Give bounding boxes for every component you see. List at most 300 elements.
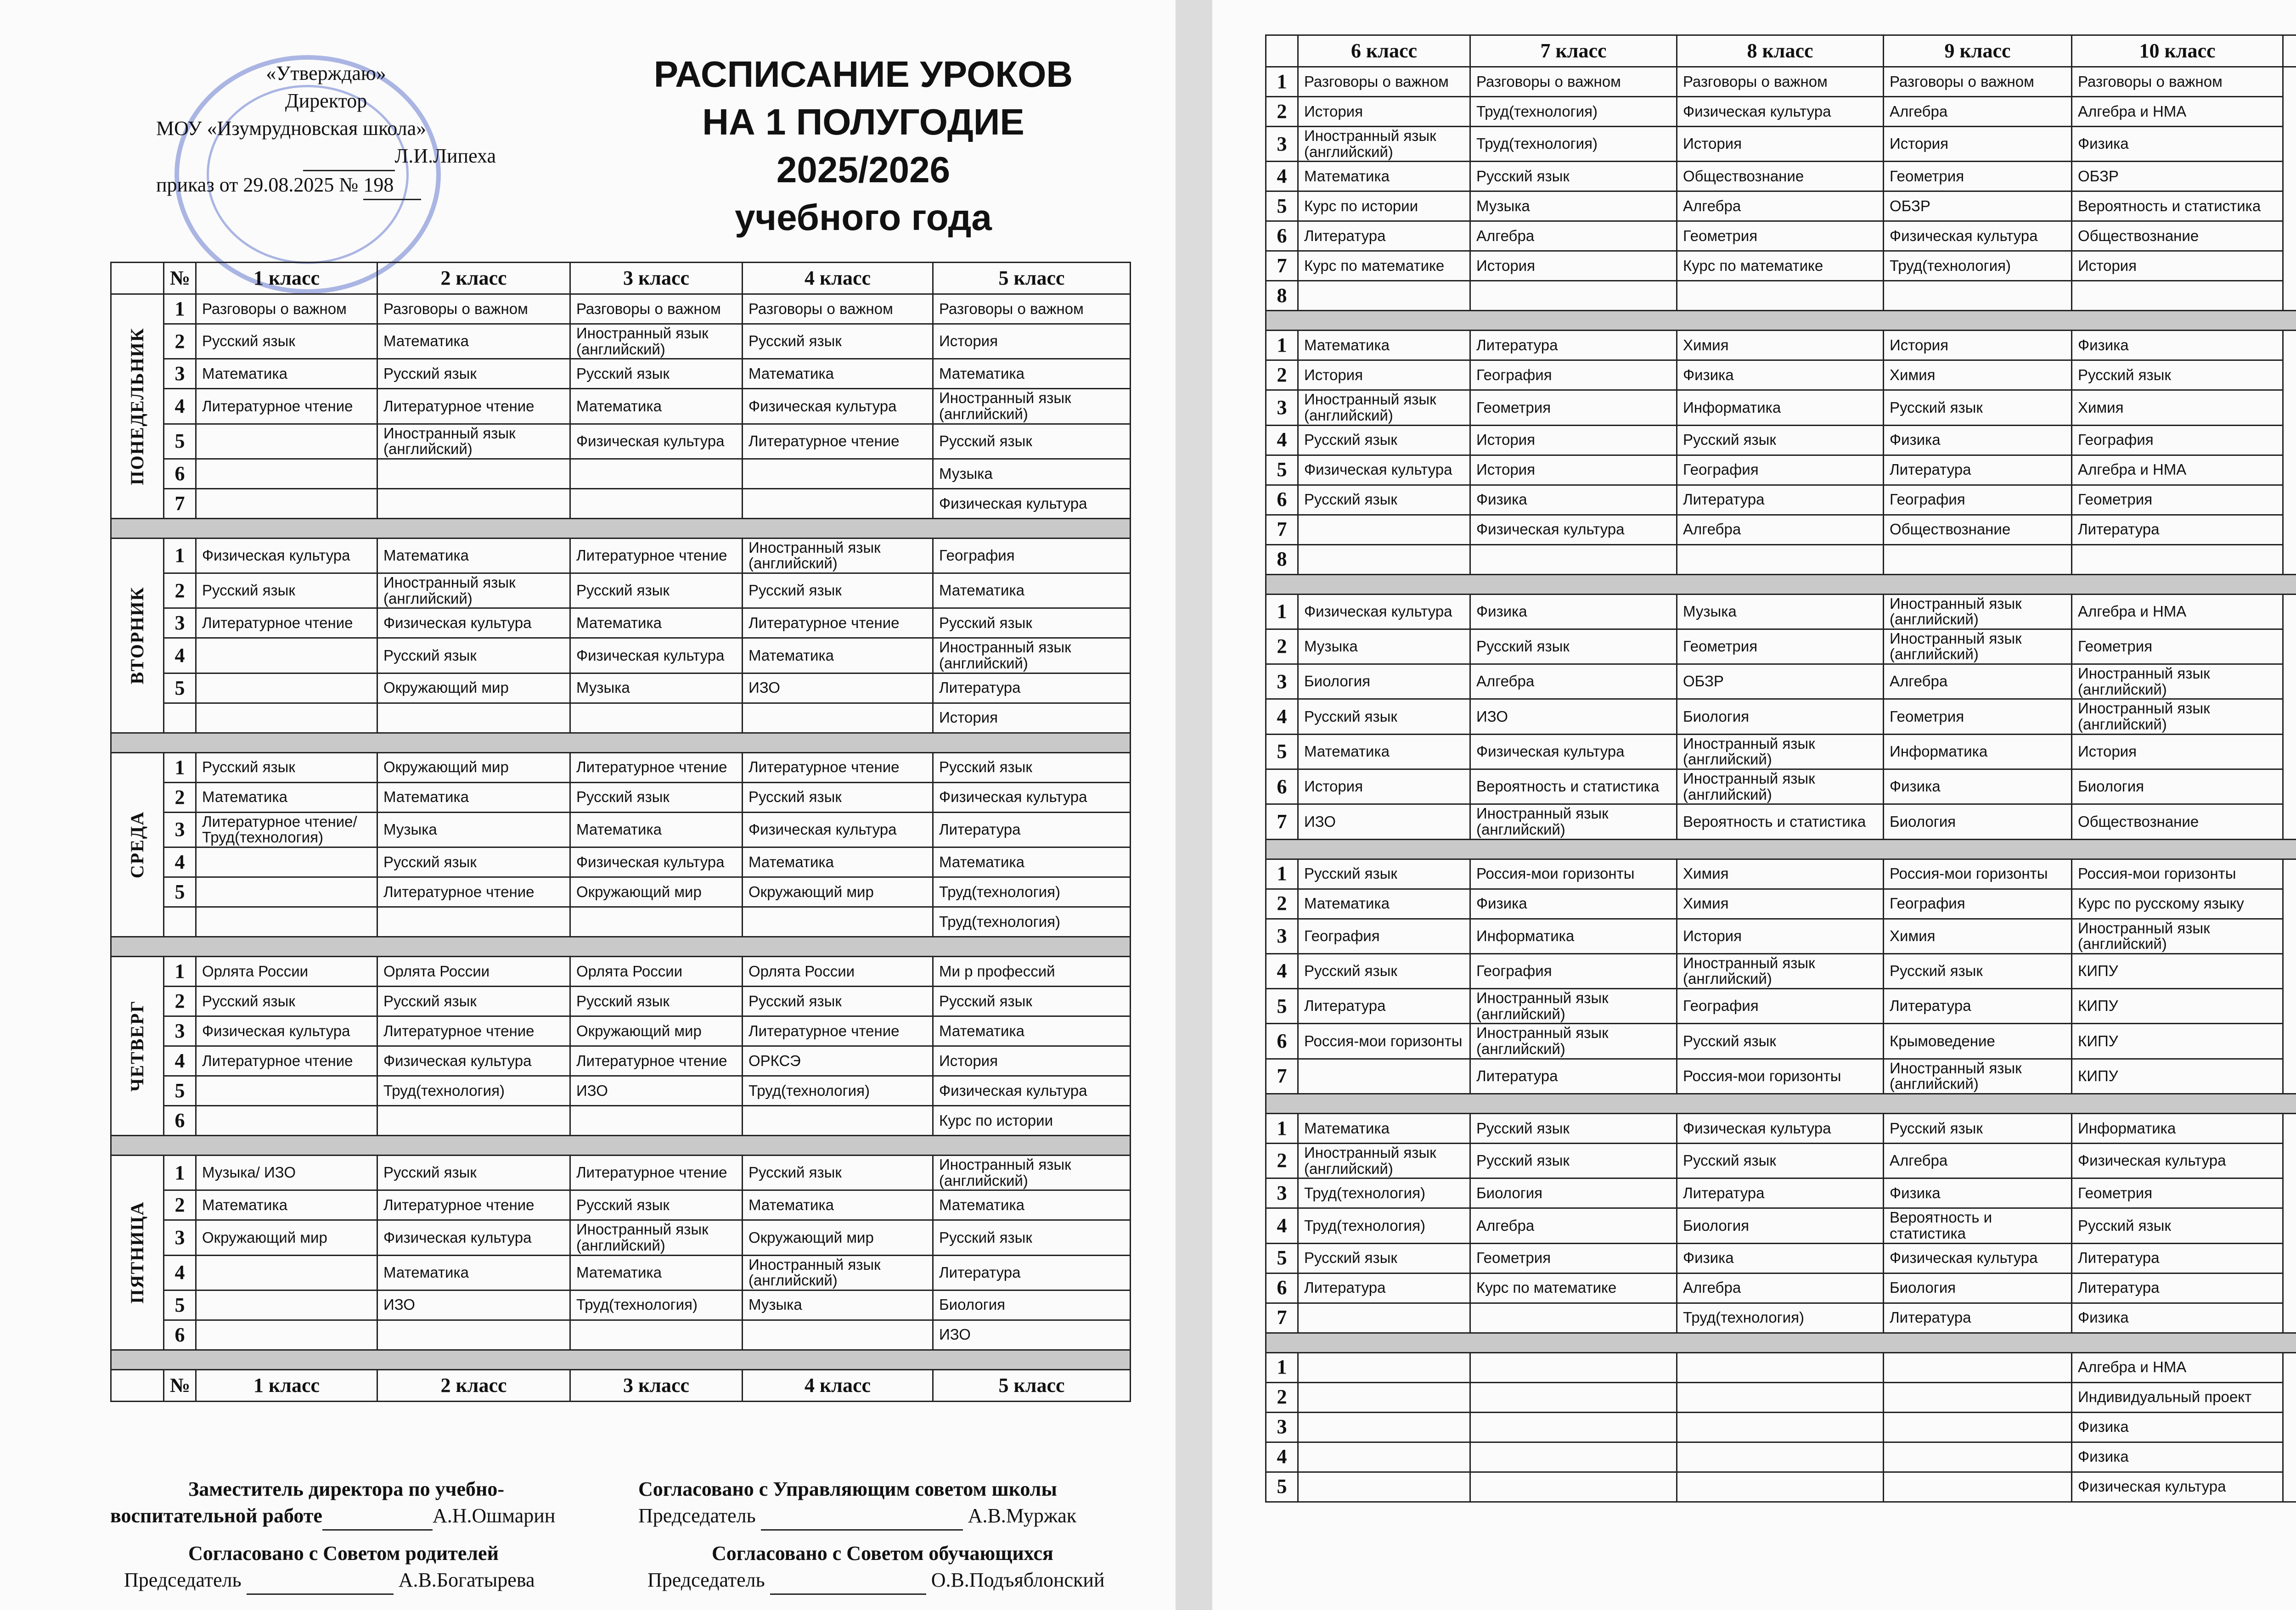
lesson-cell: Алгебра [1470,664,1677,699]
table-row [1266,390,2296,425]
lesson-cell: Физическая культура [1298,455,1470,485]
lesson-number: 1 [1266,331,1298,360]
lesson-cell [1470,1412,1677,1442]
lesson-cell: Геометрия [2072,629,2283,664]
lesson-number: 1 [164,956,196,986]
lesson-cell: ИЗО [743,673,933,703]
lesson-cell: Русский язык [1298,1243,1470,1273]
table-row [1266,331,2296,360]
lesson-cell: Литература [1884,989,2072,1024]
students-name: О.В.Подъяблонский [931,1569,1105,1591]
lesson-cell: Иностранный язык (английский) [377,573,570,608]
lesson-cell [196,703,377,733]
parents-chair: Председатель [124,1569,242,1591]
lesson-cell [1298,281,1470,311]
lesson-cell: ИЗО [1298,804,1470,839]
lesson-cell [1470,1352,1677,1382]
lesson-cell: Иностранный язык (английский) [743,538,933,573]
day-label [2283,67,2296,311]
lesson-cell: Литература [1470,1059,1677,1094]
lesson-cell: Музыка [933,459,1131,488]
lesson-number: 6 [164,1105,196,1135]
lesson-cell: Окружающий мир [570,877,743,907]
lesson-number: 6 [164,459,196,488]
lesson-number: 8 [1266,281,1298,311]
lesson-number [164,907,196,937]
day-label [111,752,164,937]
order-label: приказ от 29.08.2025 № [156,174,359,196]
lesson-cell: География [1884,889,2072,919]
num-header: № [164,263,196,294]
table-row [111,907,1131,937]
lesson-cell: Окружающий мир [570,1016,743,1046]
lesson-cell: Физическая культура [196,538,377,573]
day-name: ПЯТНИЦА [127,1201,147,1304]
day-label [2283,1352,2296,1502]
day-separator [1266,839,2296,859]
class-header: 10 класс [2072,35,2283,67]
lesson-number: 4 [1266,1208,1298,1243]
lesson-number: 8 [1266,544,1298,574]
lesson-number: 4 [164,638,196,673]
lesson-cell: Орлята России [743,956,933,986]
lesson-cell: Русский язык [196,324,377,359]
lesson-cell: Физическая культура [377,1046,570,1076]
separator-cell [111,937,1131,956]
class-header: 7 класс [1470,35,1677,67]
table-row [111,638,1131,673]
lesson-number: 1 [1266,1113,1298,1143]
lesson-cell: Математика [377,1255,570,1290]
lesson-cell [1298,544,1470,574]
lesson-cell [196,459,377,488]
lesson-cell: Орлята России [377,956,570,986]
lesson-cell [1884,544,2072,574]
lesson-cell: География [1884,485,2072,515]
lesson-number: 1 [164,752,196,782]
lesson-cell: Русский язык [377,638,570,673]
lesson-cell: История [1298,360,1470,390]
lesson-cell [2072,281,2283,311]
lesson-number: 2 [164,573,196,608]
lesson-cell [196,638,377,673]
lesson-cell: Русский язык [933,986,1131,1016]
lesson-number: 5 [164,1076,196,1105]
lesson-cell: Русский язык [1298,425,1470,455]
lesson-cell: История [1298,97,1470,127]
lesson-cell [1677,1442,1884,1472]
table-row [1266,594,2296,629]
lesson-cell [1677,1472,1884,1502]
lesson-cell: Литературное чтение [743,608,933,638]
lesson-cell: Математика [743,847,933,877]
lesson-number: 5 [1266,1472,1298,1502]
class-header: 4 класс [743,263,933,294]
lesson-cell: Ми р профессий [933,956,1131,986]
lesson-number: 1 [1266,1352,1298,1382]
lesson-cell: Литературное чтение [196,389,377,424]
lesson-cell [1298,515,1470,544]
lesson-cell [570,488,743,518]
lesson-cell: Труд(технология) [570,1290,743,1320]
lesson-cell: Биология [1677,1208,1884,1243]
lesson-cell: КИПУ [2072,1059,2283,1094]
lesson-cell: Математика [196,782,377,812]
lesson-cell: Русский язык [1470,1113,1677,1143]
lesson-cell: Математика [196,359,377,389]
lesson-cell [1298,1472,1470,1502]
lesson-cell: Алгебра [1884,664,2072,699]
lesson-cell: Русский язык [570,782,743,812]
lesson-cell: Химия [1677,331,1884,360]
lesson-cell: КИПУ [2072,989,2283,1024]
lesson-cell: Иностранный язык (английский) [1298,1143,1470,1178]
day-separator [1266,1333,2296,1352]
lesson-cell: История [933,324,1131,359]
lesson-cell: Математика [570,389,743,424]
lesson-number: 3 [1266,919,1298,954]
class-header: 4 класс [743,1369,933,1401]
director-name: Л.И.Липеха [394,145,496,167]
lesson-number: 6 [1266,1024,1298,1059]
title-line-1: РАСПИСАНИЕ УРОКОВ [653,54,1073,95]
title-line-4: учебного года [735,197,992,238]
lesson-cell: Русский язык [1677,1024,1884,1059]
lesson-number: 3 [1266,664,1298,699]
lesson-number: 2 [164,324,196,359]
day-label [2283,331,2296,574]
lesson-cell [1884,1382,2072,1412]
class-header-row [1266,35,2296,67]
table-row [111,424,1131,459]
title-line-3: 2025/2026 [776,149,951,190]
day-label [2283,594,2296,839]
lesson-cell: Литература [1298,1273,1470,1303]
table-row [1266,1472,2296,1502]
lesson-cell [570,1320,743,1350]
lesson-number: 7 [1266,515,1298,544]
table-row [1266,127,2296,162]
day-separator [111,937,1131,956]
lesson-cell: Физическая культура [1298,594,1470,629]
lesson-cell: Русский язык [743,324,933,359]
table-row [111,1046,1131,1076]
lesson-cell [570,459,743,488]
lesson-number: 4 [1266,162,1298,191]
lesson-cell: Литературное чтение [377,1190,570,1220]
lesson-cell: ИЗО [377,1290,570,1320]
lesson-cell: Физическая культура [196,1016,377,1046]
lesson-cell [1298,1442,1470,1472]
lesson-cell: Вероятность и статистика [1677,804,1884,839]
lesson-cell [1298,1382,1470,1412]
lesson-cell [1677,281,1884,311]
lesson-cell: Разговоры о важном [196,294,377,324]
separator-cell [1266,311,2296,331]
lesson-cell [196,424,377,459]
lesson-cell: Русский язык [377,847,570,877]
lesson-number: 2 [164,1190,196,1220]
lesson-cell: Иностранный язык (английский) [1298,390,1470,425]
lesson-cell [1298,1352,1470,1382]
class-header: 8 класс [1677,35,1884,67]
school-name: МОУ «Изумрудновская школа» [156,117,427,140]
separator-cell [1266,1094,2296,1113]
lesson-cell [1677,544,1884,574]
lesson-cell: Иностранный язык (английский) [2072,919,2283,954]
lesson-cell [196,1320,377,1350]
lesson-cell [196,1076,377,1105]
table-row [111,1220,1131,1255]
lesson-cell: Математика [1298,734,1470,769]
lesson-cell: Разговоры о важном [1470,67,1677,97]
lesson-cell: Литературное чтение [377,1016,570,1046]
lesson-cell: География [1470,954,1677,988]
lesson-cell: Математика [1298,889,1470,919]
parents-signature [124,1540,629,1595]
lesson-cell: Русский язык [2072,360,2283,390]
lesson-cell: Разговоры о важном [2072,67,2283,97]
day-name: ВТОРНИК [127,586,147,684]
table-row [111,608,1131,638]
lesson-cell: Математика [570,812,743,847]
table-row [1266,954,2296,988]
lesson-number: 3 [164,359,196,389]
class-header: 1 класс [196,263,377,294]
lesson-cell: Музыка [743,1290,933,1320]
table-row [1266,360,2296,390]
lesson-cell: Русский язык [1470,1143,1677,1178]
lesson-number: 7 [164,488,196,518]
lesson-cell: КИПУ [2072,954,2283,988]
lesson-cell: Химия [1677,859,1884,889]
lesson-cell: Геометрия [1470,390,1677,425]
lesson-cell: Русский язык [570,573,743,608]
class-header-row [111,263,1131,294]
lesson-cell: Музыка [1677,594,1884,629]
lesson-cell: Труд(технология) [933,907,1131,937]
lesson-cell: Литература [1298,989,1470,1024]
table-row [111,1076,1131,1105]
table-row [1266,734,2296,769]
class-header-row [111,1369,1131,1401]
lesson-number: 5 [164,673,196,703]
corner-cell [111,1369,164,1401]
day-separator [1266,1094,2296,1113]
lesson-cell: Русский язык [377,359,570,389]
table-row [111,877,1131,907]
lesson-cell [1884,1472,2072,1502]
lesson-number: 5 [164,424,196,459]
table-row [1266,1243,2296,1273]
lesson-cell: Труд(технология) [1470,97,1677,127]
deputy-name: А.Н.Ошмарин [432,1504,556,1527]
lesson-cell [1298,1412,1470,1442]
lesson-cell [196,673,377,703]
lesson-cell: Физика [2072,1303,2283,1333]
lesson-cell: Иностранный язык (английский) [1677,769,1884,804]
lesson-cell: Иностранный язык (английский) [743,1255,933,1290]
table-row [1266,515,2296,544]
day-label [2283,859,2296,1094]
lesson-cell: Литература [1677,485,1884,515]
deputy-title-2: воспитательной работе [110,1504,322,1527]
lesson-cell: Разговоры о важном [377,294,570,324]
table-row [1266,251,2296,281]
lesson-cell: География [1677,989,1884,1024]
lesson-cell: Окружающий мир [743,877,933,907]
lesson-cell: Физическая культура [743,389,933,424]
table-row [1266,281,2296,311]
table-row [1266,769,2296,804]
lesson-cell: Русский язык [1884,390,2072,425]
lesson-cell: Обществознание [1677,162,1884,191]
table-row [111,324,1131,359]
table-row [111,488,1131,518]
lesson-cell: Алгебра [1884,1143,2072,1178]
table-row [1266,859,2296,889]
lesson-cell: Информатика [1470,919,1677,954]
lesson-cell: Математика [1298,331,1470,360]
lesson-cell: Труд(технология) [1677,1303,1884,1333]
lesson-number: 6 [1266,485,1298,515]
lesson-cell: География [2072,425,2283,455]
lesson-cell: Русский язык [933,424,1131,459]
lesson-cell: Курс по истории [1298,191,1470,221]
lesson-cell: Иностранный язык (английский) [933,389,1131,424]
lesson-cell: Разговоры о важном [1884,67,2072,97]
table-row [1266,455,2296,485]
lesson-cell: Физика [1884,1178,2072,1208]
table-row [1266,1059,2296,1094]
lesson-number: 7 [1266,1303,1298,1333]
deputy-signature [110,1476,629,1531]
lesson-cell [743,459,933,488]
students-signature [647,1540,1162,1595]
lesson-cell: Русский язык [1298,485,1470,515]
lesson-cell: Химия [1884,360,2072,390]
lesson-number: 5 [1266,455,1298,485]
right-page [1212,0,2296,1610]
lesson-cell: Русский язык [743,782,933,812]
lesson-cell: История [1884,127,2072,162]
separator-cell [1266,574,2296,594]
table-row [111,752,1131,782]
lesson-cell: Литература [1884,1303,2072,1333]
day-separator [1266,574,2296,594]
day-separator [111,518,1131,538]
lesson-cell: Россия-мои горизонты [1677,1059,1884,1094]
lesson-cell: ОБЗР [1677,664,1884,699]
lesson-cell [570,1105,743,1135]
lesson-cell: Русский язык [570,1190,743,1220]
lesson-cell: Иностранный язык (английский) [1677,954,1884,988]
lesson-cell: Русский язык [196,752,377,782]
lesson-cell: Физическая культура [1677,97,1884,127]
lesson-cell: История [1470,425,1677,455]
lesson-cell: Математика [570,608,743,638]
lesson-cell: Алгебра [1677,515,1884,544]
class-header: 5 класс [933,263,1131,294]
lesson-number: 2 [1266,1382,1298,1412]
lesson-cell: Информатика [1884,734,2072,769]
table-row [111,573,1131,608]
council-chair: Председатель [638,1504,756,1527]
lesson-cell: Русский язык [933,608,1131,638]
lesson-cell: Русский язык [1298,859,1470,889]
lesson-number [164,703,196,733]
lesson-cell: Геометрия [1677,221,1884,251]
lesson-number: 3 [1266,127,1298,162]
lesson-number: 5 [164,877,196,907]
lesson-cell [1470,544,1677,574]
table-row [1266,1143,2296,1178]
lesson-cell: Литература [933,812,1131,847]
class-header: 2 класс [377,263,570,294]
lesson-cell: Иностранный язык (английский) [1470,989,1677,1024]
lesson-cell: Математика [743,359,933,389]
lesson-cell: Обществознание [2072,804,2283,839]
lesson-cell: Геометрия [1884,699,2072,734]
lesson-number: 4 [1266,954,1298,988]
lesson-cell: Физическая культура [2072,1143,2283,1178]
lesson-number: 4 [1266,699,1298,734]
title-line-2: НА 1 ПОЛУГОДИЕ [702,101,1024,142]
lesson-cell: Алгебра и НМА [2072,1352,2283,1382]
separator-cell [1266,1333,2296,1352]
lesson-number: 1 [164,1155,196,1190]
lesson-cell: Вероятность и статистика [1884,1208,2072,1243]
lesson-cell: Музыка/ ИЗО [196,1155,377,1190]
table-row [111,1290,1131,1320]
lesson-cell: Россия-мои горизонты [1470,859,1677,889]
lesson-number: 3 [1266,1412,1298,1442]
lesson-cell: Труд(технология) [1298,1208,1470,1243]
lesson-cell: Иностранный язык (английский) [570,324,743,359]
lesson-cell: Литература [1884,455,2072,485]
lesson-cell: Физическая культура [570,424,743,459]
page-title [588,50,1139,241]
lesson-cell: Информатика [2072,1113,2283,1143]
lesson-number: 2 [1266,360,1298,390]
table-row [111,538,1131,573]
lesson-cell: Труд(технология) [1884,251,2072,281]
lesson-cell: Труд(технология) [377,1076,570,1105]
lesson-cell: Вероятность и статистика [2072,191,2283,221]
corner-cell [111,263,164,294]
separator-cell [111,1135,1131,1155]
table-row [1266,919,2296,954]
lesson-number: 4 [164,1046,196,1076]
lesson-number: 1 [1266,594,1298,629]
lesson-cell: Биология [1470,1178,1677,1208]
lesson-cell: Геометрия [2072,1178,2283,1208]
lesson-cell: Биология [1884,804,2072,839]
lesson-cell: Русский язык [2072,1208,2283,1243]
lesson-cell: Физика [2072,1442,2283,1472]
lesson-cell: Музыка [570,673,743,703]
table-row [1266,889,2296,919]
lesson-cell: Физическая культура [933,488,1131,518]
lesson-cell: Обществознание [1884,515,2072,544]
lesson-cell: Иностранный язык (английский) [933,1155,1131,1190]
lesson-cell: Геометрия [1884,162,2072,191]
lesson-cell: Литературное чтение [377,877,570,907]
lesson-number: 3 [164,1220,196,1255]
lesson-cell: Литературное чтение [570,538,743,573]
lesson-cell [743,703,933,733]
table-row [1266,629,2296,664]
